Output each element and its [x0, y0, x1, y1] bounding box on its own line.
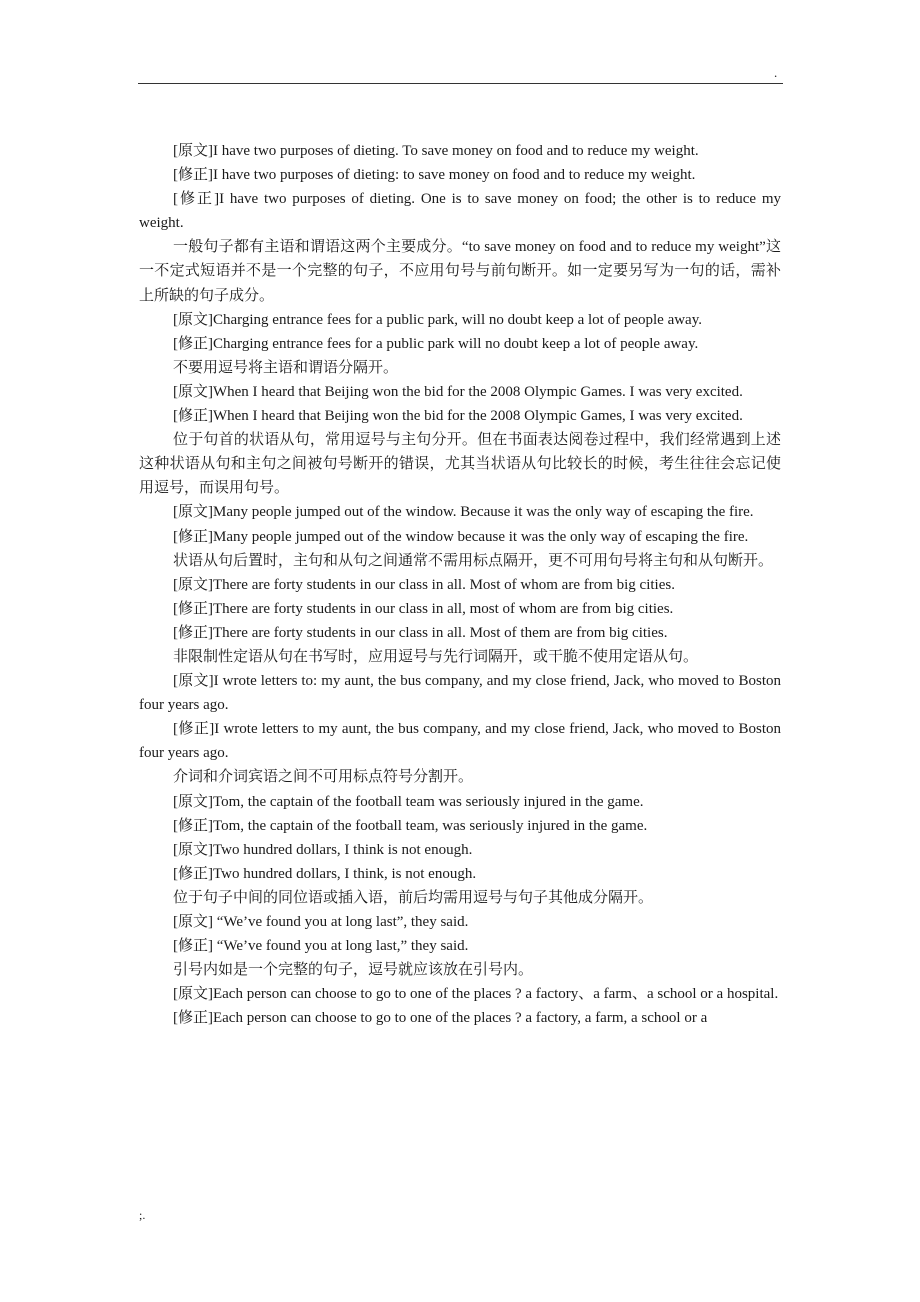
paragraph: [修正]Tom, the captain of the football team, was seriously injured in the game. — [173, 817, 648, 834]
paragraph: [原文]Charging entrance fees for a public park, will no doubt keep a lot of people away. — [173, 311, 702, 328]
paragraph: [原文]When I heard that Beijing won the bid for the 2008 Olympic Games. I was very excited. — [173, 383, 743, 400]
paragraph: [修正]Two hundred dollars, I think, is not enough. — [173, 865, 477, 882]
paragraph: [修正]Many people jumped out of the window because it was the only way of escaping the fire. — [173, 528, 749, 545]
paragraph: [原文]I have two purposes of dieting. To save money on food and to reduce my weight. — [173, 143, 699, 159]
paragraph: [原文] “We’ve found you at long last”, they said. — [173, 914, 469, 930]
paragraph: [原文]Many people jumped out of the window. Because it was the only way of escaping the fire. — [173, 504, 754, 521]
paragraph: [原文]I wrote letters to: my aunt, the bus company, and my close friend, Jack, who moved to Boston four years ago. — [139, 673, 781, 714]
paragraph: 不要用逗号将主语和谓语分隔开。 — [173, 359, 399, 376]
paragraph: [修正]There are forty students in our class in all, most of whom are from big cities. — [173, 600, 674, 617]
paragraph: [原文]Each person can choose to go to one of the places ? a factory、a farm、a school or a hospital. — [173, 986, 779, 1003]
paragraph: 位于句子中间的同位语或插入语，前后均需用逗号与句子其他成分隔开。 — [173, 889, 654, 906]
document-body — [139, 139, 781, 1030]
paragraph: [修正]Charging entrance fees for a public park will no doubt keep a lot of people away. — [173, 335, 699, 352]
paragraph: [修正]When I heard that Beijing won the bid for the 2008 Olympic Games, I was very excited. — [173, 408, 743, 425]
paragraph: 位于句首的状语从句，常用逗号与主句分开。但在书面表达阅卷过程中，我们经常遇到上述这种状语从句和主句之间被句号断开的错误，尤其当状语从句比较长的时候，考生往往会忘记使用逗号，而误用句号。 — [139, 432, 781, 497]
paragraph: [原文]There are forty students in our class in all. Most of whom are from big cities. — [173, 576, 675, 593]
footer-mark: ;. — [139, 1208, 146, 1222]
paragraph: [修正]Each person can choose to go to one of the places ? a factory, a farm, a school or a — [173, 1010, 708, 1027]
paragraph: 非限制性定语从句在书写时，应用逗号与先行词隔开，或干脆不使用定语从句。 — [173, 648, 699, 665]
header-mark: . — [774, 65, 778, 80]
paragraph: 引号内如是一个完整的句子，逗号就应该放在引号内。 — [173, 962, 534, 979]
paragraph: [修正]I wrote letters to my aunt, the bus company, and my close friend, Jack, who moved to Boston four years ago. — [139, 721, 781, 762]
paragraph: [修正] “We’ve found you at long last,” they said. — [173, 938, 469, 955]
paragraph: [修正]I have two purposes of dieting: to save money on food and to reduce my weight. — [173, 167, 696, 184]
paragraph: 状语从句后置时，主句和从句之间通常不需用标点隔开，更不可用句号将主句和从句断开。 — [173, 552, 774, 569]
paragraph: 介词和介词宾语之间不可用标点符号分割开。 — [173, 769, 474, 786]
paragraph: [原文]Two hundred dollars, I think is not enough. — [173, 841, 473, 858]
paragraph: 一般句子都有主语和谓语这两个主要成分。“to save money on food and to reduce my weight”这一不定式短语并不是一个完整的句子，不应用句号与前句断开。如一定要另写为一句的话，需补上所缺的句子成分。 — [139, 239, 781, 304]
paragraph: [原文]Tom, the captain of the football team was seriously injured in the game. — [173, 793, 644, 810]
paragraph: [修正]I have two purposes of dieting. One is to save money on food; the other is to reduce my weight. — [139, 191, 781, 232]
paragraph: [修正]There are forty students in our class in all. Most of them are from big cities. — [173, 624, 668, 641]
header-rule — [138, 83, 783, 84]
